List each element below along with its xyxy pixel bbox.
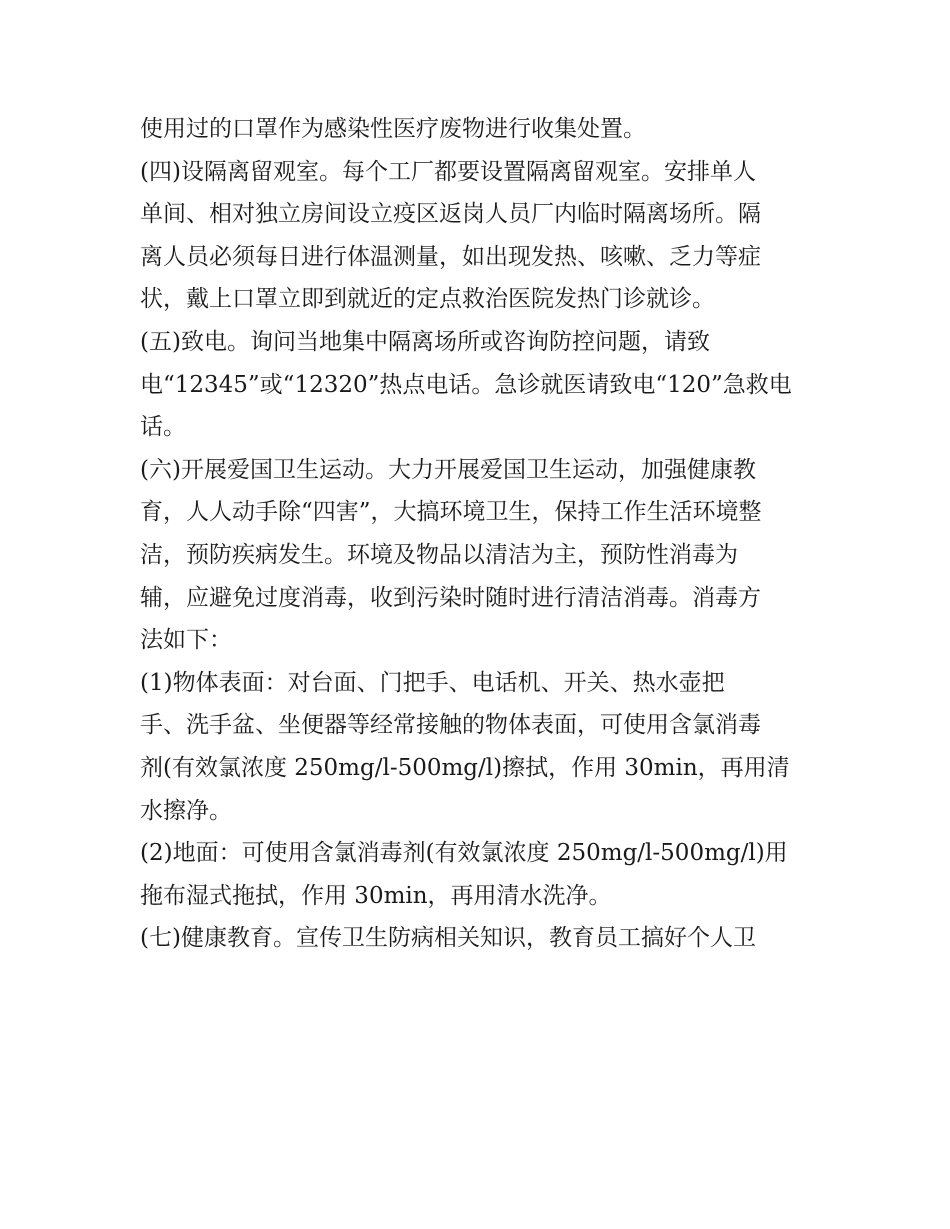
text-line: (七)健康教育。宣传卫生防病相关知识，教育员工搞好个人卫 xyxy=(140,925,756,952)
text-line: 手、洗手盆、坐便器等经常接触的物体表面，可使用含氯消毒 xyxy=(140,712,761,739)
text-line: (四)设隔离留观室。每个工厂都要设置隔离留观室。安排单人 xyxy=(140,158,756,185)
text-line: 法如下： xyxy=(140,627,232,654)
text-line: 话。 xyxy=(140,414,186,441)
text-line: 剂(有效氯浓度 250mg/l-500mg/l)擦拭，作用 30min，再用清 xyxy=(140,754,790,781)
text-line: 洁，预防疾病发生。环境及物品以清洁为主，预防性消毒为 xyxy=(140,541,738,568)
text-line: 离人员必须每日进行体温测量，如出现发热、咳嗽、乏力等症 xyxy=(140,243,761,270)
text-line: 使用过的口罩作为感染性医疗废物进行收集处置。 xyxy=(140,116,646,142)
text-line: (1)物体表面：对台面、门把手、电话机、开关、热水壶把 xyxy=(140,669,725,696)
text-line: (五)致电。询问当地集中隔离场所或咨询防控问题，请致 xyxy=(140,328,710,355)
text-line: (2)地面：可使用含氯消毒剂(有效氯浓度 250mg/l-500mg/l)用 xyxy=(140,840,788,867)
text-line: 育，人人动手除“四害”，大搞环境卫生，保持工作生活环境整 xyxy=(140,499,762,526)
text-line: (六)开展爱国卫生运动。大力开展爱国卫生运动，加强健康教 xyxy=(140,456,756,483)
text-line: 辅，应避免过度消毒，收到污染时随时进行清洁消毒。消毒方 xyxy=(140,584,761,611)
text-line: 电“12345”或“12320”热点电话。急诊就医请致电“120”急救电 xyxy=(140,371,792,398)
text-line: 状，戴上口罩立即到就近的定点救治医院发热门诊就诊。 xyxy=(140,286,715,313)
text-line: 拖布湿式拖拭，作用 30min，再用清水洗净。 xyxy=(140,882,612,909)
text-line: 水擦净。 xyxy=(140,797,232,824)
document-body xyxy=(140,108,820,960)
text-line: 单间、相对独立房间设立疫区返岗人员厂内临时隔离场所。隔 xyxy=(140,201,761,228)
